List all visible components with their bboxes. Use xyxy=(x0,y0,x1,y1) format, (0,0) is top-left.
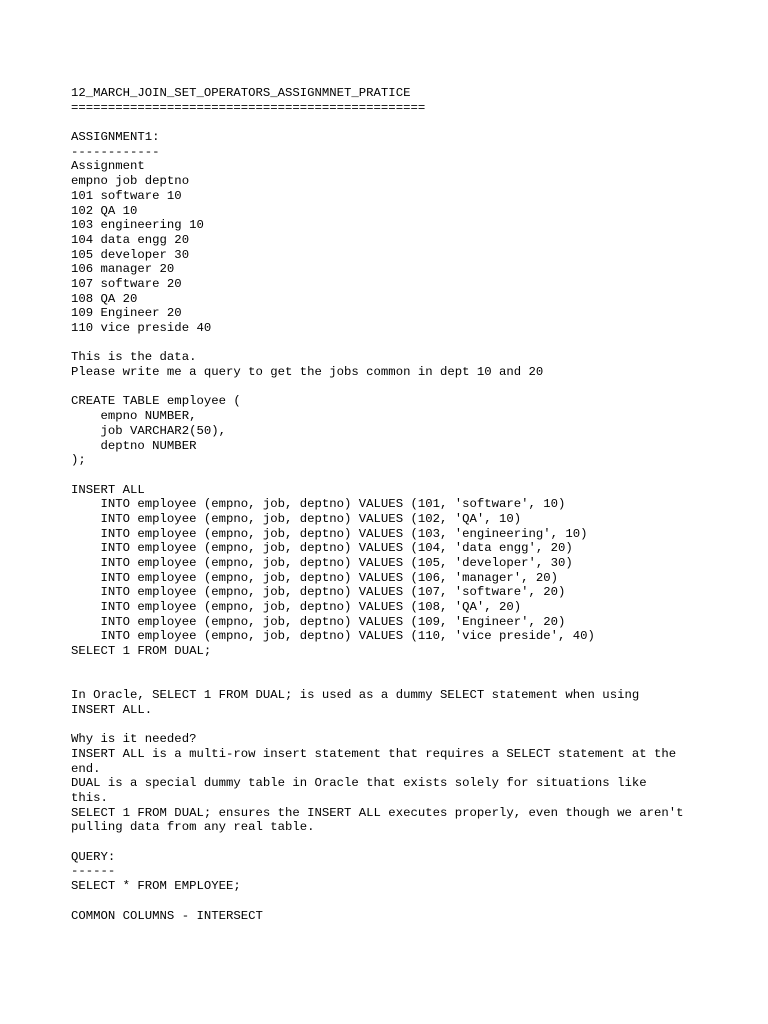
code-line: ); xyxy=(71,453,86,468)
prompt-line: Please write me a query to get the jobs common in dept 10 and 20 xyxy=(71,365,544,380)
query-heading: QUERY: xyxy=(71,849,116,864)
code-line: job VARCHAR2(50), xyxy=(71,423,226,438)
explanation-line: this. xyxy=(71,791,108,805)
code-line: CREATE TABLE employee ( xyxy=(71,394,241,409)
explanation-line: In Oracle, SELECT 1 FROM DUAL; is used as a dummy SELECT statement when using xyxy=(71,688,640,703)
code-line: INTO employee (empno, job, deptno) VALUES (108, 'QA', 20) xyxy=(71,600,522,615)
assignment-label: Assignment xyxy=(71,159,145,174)
blank-line xyxy=(71,894,731,909)
data-row: 104 data engg 20 xyxy=(71,232,190,247)
code-line: INTO employee (empno, job, deptno) VALUES (101, 'software', 10) xyxy=(71,497,566,512)
data-row: 107 software 20 xyxy=(71,276,182,291)
code-line: INTO employee (empno, job, deptno) VALUES (105, 'developer', 30) xyxy=(71,556,573,570)
code-line: INTO employee (empno, job, deptno) VALUES (103, 'engineering', 10) xyxy=(71,526,588,541)
blank-line xyxy=(71,835,731,850)
data-row: 101 software 10 xyxy=(71,188,182,203)
explanation-line: INSERT ALL is a multi-row insert statement that requires a SELECT statement at the xyxy=(71,746,677,761)
explanation-line: INSERT ALL. xyxy=(71,702,153,717)
data-row: 109 Engineer 20 xyxy=(71,306,182,321)
code-line: INTO employee (empno, job, deptno) VALUES (102, 'QA', 10) xyxy=(71,511,522,526)
code-line: INTO employee (empno, job, deptno) VALUES (107, 'software', 20) xyxy=(71,585,566,600)
data-table-header: empno job deptno xyxy=(71,174,190,189)
document-title: 12_MARCH_JOIN_SET_OPERATORS_ASSIGNMNET_PRATICE xyxy=(71,86,411,100)
document-page xyxy=(71,86,731,923)
data-row: 102 QA 10 xyxy=(71,203,138,218)
data-row: 105 developer 30 xyxy=(71,247,190,262)
code-line: deptno NUMBER xyxy=(71,438,197,453)
code-line: INTO employee (empno, job, deptno) VALUES (106, 'manager', 20) xyxy=(71,570,559,585)
common-columns-heading: COMMON COLUMNS - INTERSECT xyxy=(71,908,263,923)
prompt-line: This is the data. xyxy=(71,350,197,365)
explanation-line: pulling data from any real table. xyxy=(71,820,315,835)
code-line: SELECT 1 FROM DUAL; xyxy=(71,644,212,659)
assignment-heading: ASSIGNMENT1: xyxy=(71,130,160,145)
query-statement: SELECT * FROM EMPLOYEE; xyxy=(71,879,241,894)
blank-line xyxy=(71,468,731,483)
code-line: INTO employee (empno, job, deptno) VALUES (110, 'vice preside', 40) xyxy=(71,629,595,644)
blank-line xyxy=(71,659,731,674)
explanation-line: SELECT 1 FROM DUAL; ensures the INSERT ALL executes properly, even though we aren't xyxy=(71,805,684,820)
blank-line xyxy=(71,718,731,733)
explanation-line: Why is it needed? xyxy=(71,732,197,747)
data-row: 108 QA 20 xyxy=(71,291,138,306)
blank-line xyxy=(71,380,731,395)
data-row: 106 manager 20 xyxy=(71,262,175,277)
code-line: INTO employee (empno, job, deptno) VALUES (109, 'Engineer', 20) xyxy=(71,614,566,629)
code-line: INTO employee (empno, job, deptno) VALUES (104, 'data engg', 20) xyxy=(71,541,573,556)
blank-line xyxy=(71,336,731,351)
query-rule: ------ xyxy=(71,864,116,879)
code-line: empno NUMBER, xyxy=(71,409,197,424)
blank-line xyxy=(71,115,731,130)
assignment-rule: ------------ xyxy=(71,144,160,159)
code-line: INSERT ALL xyxy=(71,482,145,497)
blank-line xyxy=(71,674,731,689)
explanation-line: end. xyxy=(71,761,101,776)
title-rule: ================================================ xyxy=(71,100,426,115)
explanation-line: DUAL is a special dummy table in Oracle that exists solely for situations like xyxy=(71,776,647,791)
data-row: 110 vice preside 40 xyxy=(71,321,212,335)
data-row: 103 engineering 10 xyxy=(71,218,204,233)
